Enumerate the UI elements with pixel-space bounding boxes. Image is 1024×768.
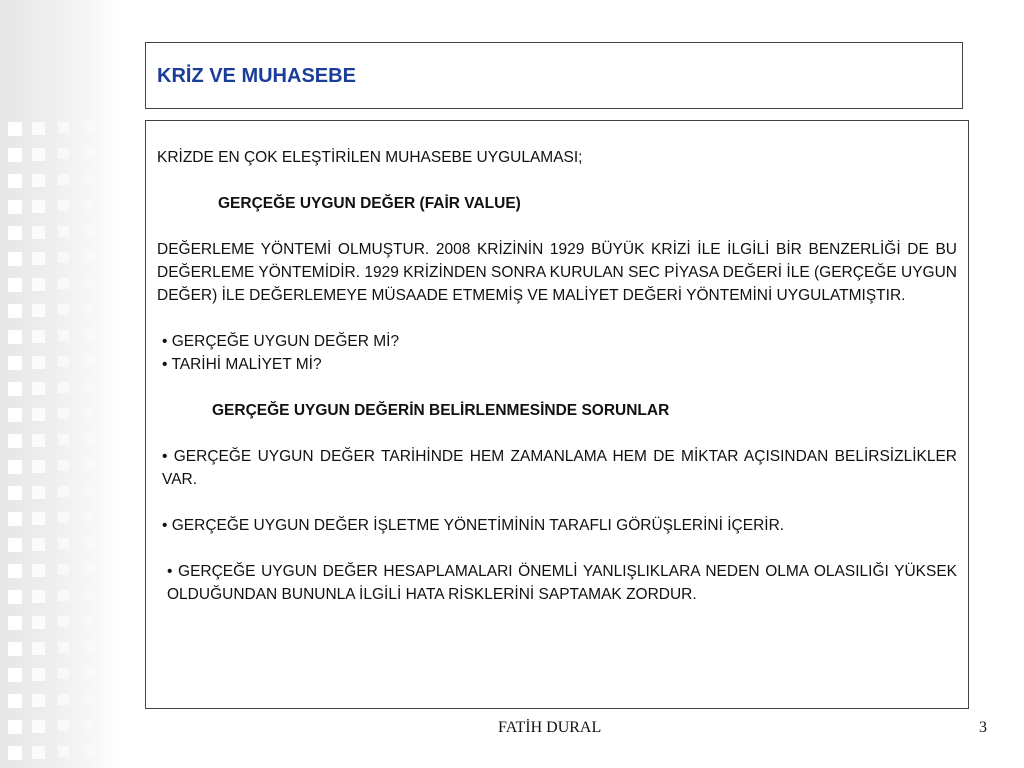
decorative-square (32, 356, 45, 369)
decorative-square (84, 746, 93, 755)
decorative-square (58, 408, 69, 419)
slide-body (157, 146, 957, 606)
footer-author: FATİH DURAL (498, 719, 602, 736)
decorative-square (84, 590, 93, 599)
decorative-square (58, 746, 69, 757)
decorative-square (32, 746, 45, 759)
decorative-square (84, 460, 93, 469)
decorative-square (58, 434, 69, 445)
decorative-square (32, 278, 45, 291)
decorative-square (84, 486, 93, 495)
decorative-square (32, 304, 45, 317)
decorative-square (8, 720, 22, 734)
decorative-square (84, 408, 93, 417)
bullet-error-risk: • GERÇEĞE UYGUN DEĞER HESAPLAMALARI ÖNEMLİ YANLIŞLIKLARA NEDEN OLMA OLASILIĞI YÜKSEK OLDUĞUNDAN BUNUNLA İLGİLİ HATA RİSKLERİNİ SAPTAMAK ZORDUR. (167, 563, 957, 603)
content-box (145, 120, 969, 709)
decorative-square (58, 642, 69, 653)
paragraph-valuation: DEĞERLEME YÖNTEMİ OLMUŞTUR. 2008 KRİZİNİN 1929 BÜYÜK KRİZİ İLE İLGİLİ BİR BENZERLİĞİ DE BU DEĞERLEME YÖNTEMİDİR. 1929 KRİZİNDEN SONRA KURULAN SEC PİYASA DEĞERİ İLE (GERÇEĞE UYGUN DEĞER) İLE DEĞERLEMEYE MÜSAADE ETMEMİŞ VE MALİYET DEĞERİ YÖNTEMİNİ UYGULATMIŞTIR. (157, 241, 957, 304)
decorative-square (84, 356, 93, 365)
decorative-square (32, 720, 45, 733)
decorative-square (84, 226, 93, 235)
intro-text: KRİZDE EN ÇOK ELEŞTİRİLEN MUHASEBE UYGULAMASI; (157, 149, 583, 166)
decorative-square (32, 460, 45, 473)
decorative-square (32, 226, 45, 239)
decorative-square (58, 564, 69, 575)
decorative-square (8, 304, 22, 318)
decorative-square (84, 720, 93, 729)
decorative-square (32, 252, 45, 265)
decorative-square (8, 174, 22, 188)
decorative-square (8, 148, 22, 162)
decorative-square (58, 252, 69, 263)
decorative-square (32, 564, 45, 577)
decorative-square (84, 434, 93, 443)
decorative-square (8, 226, 22, 240)
decorative-square (8, 434, 22, 448)
decorative-square (32, 200, 45, 213)
decorative-square (84, 174, 93, 183)
decorative-square (58, 148, 69, 159)
decorative-square (8, 252, 22, 266)
page-number: 3 (979, 719, 987, 736)
decorative-square (58, 382, 69, 393)
decorative-square (58, 226, 69, 237)
question-historical-cost: • TARİHİ MALİYET Mİ? (162, 356, 322, 373)
decorative-square (8, 382, 22, 396)
title-box (145, 42, 963, 109)
decorative-square (58, 668, 69, 679)
decorative-square (84, 642, 93, 651)
decorative-square (8, 122, 22, 136)
decorative-square (8, 642, 22, 656)
decorative-square (8, 616, 22, 630)
decorative-square (84, 668, 93, 677)
decorative-square (32, 668, 45, 681)
decorative-square (58, 538, 69, 549)
decorative-square (8, 356, 22, 370)
decorative-square (58, 720, 69, 731)
decorative-square (58, 200, 69, 211)
slide-title: KRİZ VE MUHASEBE (157, 65, 356, 87)
decorative-square (8, 278, 22, 292)
decorative-square (58, 122, 69, 133)
decorative-square (32, 408, 45, 421)
question-fair-value: • GERÇEĞE UYGUN DEĞER Mİ? (162, 333, 400, 350)
decorative-square (8, 486, 22, 500)
decorative-square (32, 590, 45, 603)
decorative-square (58, 694, 69, 705)
decorative-square (32, 512, 45, 525)
decorative-square (58, 174, 69, 185)
decorative-square (32, 330, 45, 343)
bullet-biased-views: • GERÇEĞE UYGUN DEĞER İŞLETME YÖNETİMİNİN TARAFLI GÖRÜŞLERİNİ İÇERİR. (162, 517, 785, 534)
decorative-square (84, 564, 93, 573)
decorative-square (32, 642, 45, 655)
decorative-square (8, 330, 22, 344)
decorative-square (58, 330, 69, 341)
decorative-square (84, 382, 93, 391)
decorative-square (58, 590, 69, 601)
decorative-square (8, 694, 22, 708)
heading-fair-value: GERÇEĞE UYGUN DEĞER (FAİR VALUE) (218, 195, 521, 212)
decorative-square (32, 616, 45, 629)
decorative-square (32, 174, 45, 187)
decorative-square (32, 122, 45, 135)
decorative-square (8, 408, 22, 422)
decorative-square (8, 746, 22, 760)
decorative-square (32, 538, 45, 551)
decorative-square (8, 512, 22, 526)
decorative-square (84, 616, 93, 625)
decorative-square (32, 486, 45, 499)
decorative-square (84, 122, 93, 131)
decorative-square (32, 694, 45, 707)
decorative-square (8, 200, 22, 214)
decorative-square (58, 278, 69, 289)
decorative-square (8, 460, 22, 474)
bullet-uncertainty: • GERÇEĞE UYGUN DEĞER TARİHİNDE HEM ZAMANLAMA HEM DE MİKTAR AÇISINDAN BELİRSİZLİKLER VAR. (162, 448, 957, 488)
decorative-square (58, 486, 69, 497)
decorative-square (84, 330, 93, 339)
decorative-square (84, 278, 93, 287)
decorative-square (8, 564, 22, 578)
decorative-square (84, 694, 93, 703)
decorative-square (32, 434, 45, 447)
decorative-square (58, 616, 69, 627)
decorative-square (32, 382, 45, 395)
decorative-square (84, 512, 93, 521)
decorative-square (58, 304, 69, 315)
decorative-square (84, 252, 93, 261)
decorative-square (84, 200, 93, 209)
decorative-square (58, 356, 69, 367)
decorative-square (8, 590, 22, 604)
decorative-square (8, 668, 22, 682)
decorative-square (8, 538, 22, 552)
decorative-square (84, 538, 93, 547)
decorative-square-pattern (0, 0, 122, 768)
heading-problems: GERÇEĞE UYGUN DEĞERİN BELİRLENMESİNDE SORUNLAR (212, 402, 670, 419)
decorative-square (84, 304, 93, 313)
decorative-square (32, 148, 45, 161)
decorative-square (58, 460, 69, 471)
decorative-square (84, 148, 93, 157)
decorative-square (58, 512, 69, 523)
